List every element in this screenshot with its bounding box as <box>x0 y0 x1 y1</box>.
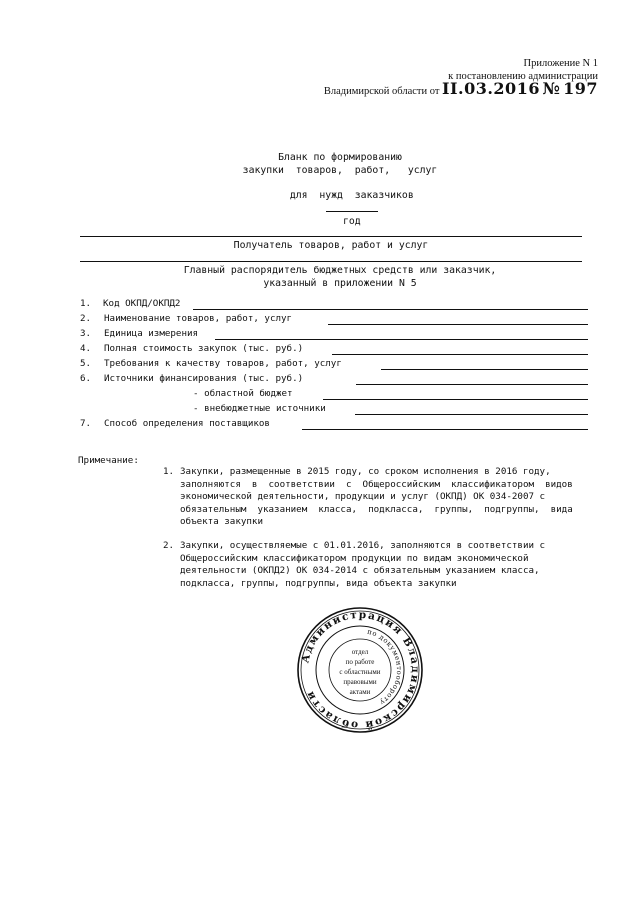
fill-line-5 <box>381 369 588 370</box>
appendix-line-3-text: Владимирской области от <box>323 86 440 97</box>
decree-number: 197 <box>563 79 598 98</box>
list-item: 1. Код ОКПД/ОКПД2 <box>80 298 181 309</box>
list-subitem-regional: - областной бюджет <box>193 388 293 399</box>
title-line-2: закупки товаров, работ, услуг <box>242 164 438 176</box>
note-1-number: 1. <box>163 466 175 477</box>
list-item-label: Полная стоимость закупок (тыс. руб.) <box>104 343 304 354</box>
list-item-label: Способ определения поставщиков <box>104 418 270 429</box>
list-item-label: Требования к качеству товаров, работ, услуг <box>104 358 342 369</box>
fill-line-4 <box>332 354 588 355</box>
svg-text:актами: актами <box>349 688 371 696</box>
note-2-text: Закупки, осуществляемые с 01.01.2016, заполняются в соответствии с Общероссийским классификатором продукции по видам экономической деятельности (ОКПД2) ОК 034-2014 с обязательным указанием класса, подкласса, группы, подгруппы, вида объекта закупки <box>180 540 546 589</box>
fill-line-3 <box>215 339 588 340</box>
stamp-seal-icon <box>295 605 425 735</box>
decree-date: II.03.2016 <box>442 79 540 98</box>
manager-line-1: Главный распорядитель бюджетных средств или заказчик, <box>183 265 497 276</box>
list-item-label: Наименование товаров, работ, услуг <box>104 313 293 324</box>
note-1-text: Закупки, размещенные в 2015 году, со сроком исполнения в 2016 году, заполняются в соответствии с Общероссийским классификатором видов экономической деятельности, продукции и услуг (ОКПД) ОК 034-2007 с обязательным указанием класса, подкласса, группы, подгруппы, вида объекта закупки <box>180 466 573 528</box>
list-item: 7. Способ определения поставщиков <box>80 418 270 429</box>
fill-line-6b <box>355 414 588 415</box>
list-item-label: Источники финансирования (тыс. руб.) <box>104 373 304 384</box>
stamp-outer-text: Администрация Владимирской области <box>299 608 422 732</box>
list-item: 2. Наименование товаров, работ, услуг <box>80 313 293 324</box>
appendix-header <box>324 58 598 99</box>
svg-text:по работе: по работе <box>345 658 375 666</box>
list-item: 3. Единица измерения <box>80 328 199 339</box>
year-blank <box>326 202 378 212</box>
list-item-label: Единица измерения <box>104 328 199 339</box>
fill-line-1 <box>193 309 588 310</box>
list-item: 6. Источники финансирования (тыс. руб.) <box>80 373 304 384</box>
svg-text:с областными: с областными <box>339 668 381 676</box>
appendix-line-3 <box>323 79 598 99</box>
appendix-title: Приложение N 1 <box>523 58 598 69</box>
svg-text:отдел: отдел <box>351 648 369 656</box>
manager-label <box>130 265 550 290</box>
list-subitem-extrabudget: - внебюджетные источники <box>193 403 326 414</box>
list-item: 4. Полная стоимость закупок (тыс. руб.) <box>80 343 304 354</box>
title-line-1: Бланк по формированию <box>278 152 402 163</box>
manager-line-2: указанный в приложении N 5 <box>263 277 417 289</box>
title-line-3 <box>190 177 490 241</box>
fill-line-7 <box>302 429 588 430</box>
list-item: 5. Требования к качеству товаров, работ, услуг <box>80 358 342 369</box>
fill-line-6a <box>323 399 588 400</box>
recipient-top-rule <box>80 236 582 237</box>
list-item-label: Код ОКПД/ОКПД2 <box>103 298 181 309</box>
fill-line-6 <box>356 384 588 385</box>
appendix-line-2: к постановлению администрации <box>448 70 598 82</box>
form-title <box>190 152 490 241</box>
fill-line-2 <box>328 324 588 325</box>
recipient-bottom-rule <box>80 261 582 262</box>
title-line-3-b: год <box>342 215 361 227</box>
title-line-3-a: для нужд заказчиков <box>289 189 414 201</box>
stamp-inner-text: по документообороту <box>366 627 404 707</box>
recipient-label: Получатель товаров, работ и услуг <box>233 240 429 251</box>
number-sign: № <box>542 79 561 98</box>
stamp-center-text <box>339 648 380 696</box>
official-stamp <box>295 605 425 735</box>
svg-text:правовыми: правовыми <box>343 678 377 686</box>
notes-heading: Примечание: <box>78 455 139 466</box>
note-2-number: 2. <box>163 540 175 551</box>
